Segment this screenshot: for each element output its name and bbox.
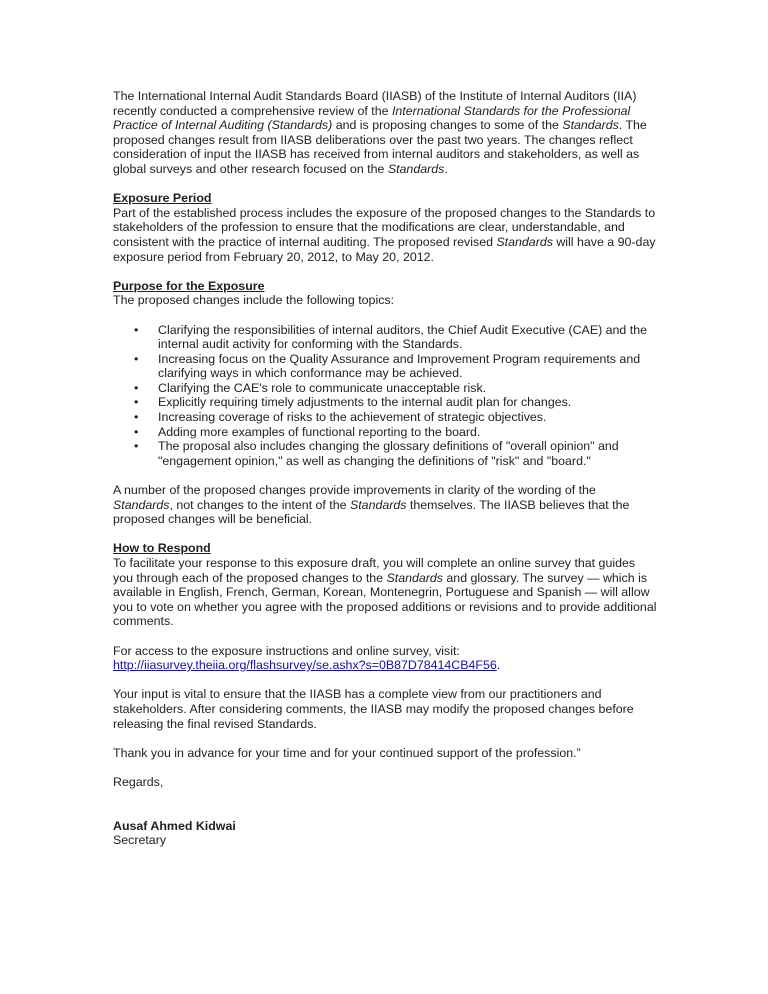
purpose-lead: The proposed changes include the following topics: <box>113 293 395 308</box>
bullet-icon: • <box>134 439 139 454</box>
list-item-text: Adding more examples of functional reporting to the board. <box>158 424 481 439</box>
list-item-text: Increasing coverage of risks to the achievement of strategic objectives. <box>158 410 547 425</box>
exposure-text-1: Part of the established process includes the exposure of the proposed changes to the Standards to stakeholders of the profession to ensure that the modifications are clear, understandable, and consistent with the practice of internal auditing. The proposed revised <box>113 205 656 249</box>
how-to-respond-paragraph <box>113 556 658 629</box>
purpose-heading: Purpose for the Exposure <box>113 278 265 293</box>
list-item <box>113 425 658 440</box>
input-paragraph: Your input is vital to ensure that the IIASB has a complete view from our practitioners and stakeholders. After considering comments, the IIASB may modify the proposed changes before releasing the final revised Standards. <box>113 687 634 731</box>
bullet-icon: • <box>134 395 139 410</box>
list-item-text: Clarifying the CAE's role to communicate unacceptable risk. <box>158 380 487 395</box>
exposure-text-2: will have a 90-day exposure period from February 20, 2012, to May 20, 2012. <box>113 234 656 264</box>
how-to-respond-heading: How to Respond <box>113 541 211 556</box>
list-item-text: Increasing focus on the Quality Assurance and Improvement Program requirements and clarifying ways in which conformance may be achieved. <box>158 351 641 381</box>
clarity-text-2: , not changes to the intent of the <box>169 497 350 512</box>
survey-link[interactable]: http://iiasurvey.theiia.org/flashsurvey/se.ashx?s=0B87D78414CB4F56 <box>113 658 497 673</box>
list-item <box>113 439 658 468</box>
list-item <box>113 395 658 410</box>
list-item <box>113 410 658 425</box>
signature-name: Ausaf Ahmed Kidwai <box>113 818 236 833</box>
topics-list <box>113 323 658 469</box>
clarity-text-1: A number of the proposed changes provide improvements in clarity of the wording of the <box>113 483 596 498</box>
link-period: . <box>496 658 501 673</box>
respond-text-2: and glossary. The survey — which is available in English, French, German, Korean, Montenegrin, Portuguese and Spanish — will allow you to vote on whether you agree with the proposed additions or revisions and to provide additional comments. <box>113 570 657 629</box>
bullet-icon: • <box>134 424 139 439</box>
closing-regards: Regards, <box>113 774 164 789</box>
respond-text-1: To facilitate your response to this exposure draft, you will complete an online survey that guides you through each of the proposed changes to the <box>113 556 636 585</box>
survey-link-line <box>113 658 658 673</box>
list-item <box>113 381 658 396</box>
intro-standards-ref-2: Standards <box>387 161 445 176</box>
bullet-icon: • <box>134 351 139 366</box>
list-item-text: Clarifying the responsibilities of internal auditors, the Chief Audit Executive (CAE) and the internal audit activity for conforming with the Standards. <box>158 322 647 352</box>
intro-text-1: The International Internal Audit Standards Board (IIASB) of the Institute of Internal Auditors (IIA) recently conducted a comprehensive review of the <box>113 89 637 118</box>
bullet-icon: • <box>134 410 139 425</box>
respond-standards-ref: Standards <box>386 570 443 585</box>
intro-paragraph <box>113 89 658 177</box>
clarity-standards-ref-2: Standards <box>349 497 407 512</box>
clarity-paragraph <box>113 483 658 527</box>
clarity-text-3: themselves. The IIASB believes that the proposed changes will be beneficial. <box>113 497 630 527</box>
list-item-text: The proposal also includes changing the glossary definitions of "overall opinion" and "engagement opinion," as well as changing the definitions of "risk" and "board." <box>158 439 619 468</box>
exposure-period-heading: Exposure Period <box>113 191 212 206</box>
list-item-text: Explicitly requiring timely adjustments to the internal audit plan for changes. <box>158 395 572 410</box>
exposure-period-paragraph <box>113 206 658 264</box>
clarity-standards-ref-1: Standards <box>113 497 170 512</box>
access-text: For access to the exposure instructions and online survey, visit: <box>113 643 460 658</box>
intro-text-3: . The proposed changes result from IIASB deliberations over the past two years. The changes reflect consideration of input the IIASB has received from internal auditors and stakeholders, as well as global surveys and other research focused on the <box>113 118 647 176</box>
intro-standards-ref-1: Standards <box>562 118 619 133</box>
list-item <box>113 352 658 381</box>
bullet-icon: • <box>134 380 139 395</box>
intro-period: . <box>444 161 448 176</box>
letter-body <box>113 89 658 848</box>
signature-title: Secretary <box>113 833 167 848</box>
intro-text-2: and is proposing changes to some of the <box>332 118 563 133</box>
exposure-standards-ref: Standards <box>496 234 553 249</box>
intro-standards-title: International Standards for the Professional Practice of Internal Auditing (Standards) <box>113 103 631 133</box>
thanks-paragraph: Thank you in advance for your time and for your continued support of the profession.” <box>113 745 581 760</box>
list-item <box>113 323 658 352</box>
bullet-icon: • <box>134 322 139 337</box>
